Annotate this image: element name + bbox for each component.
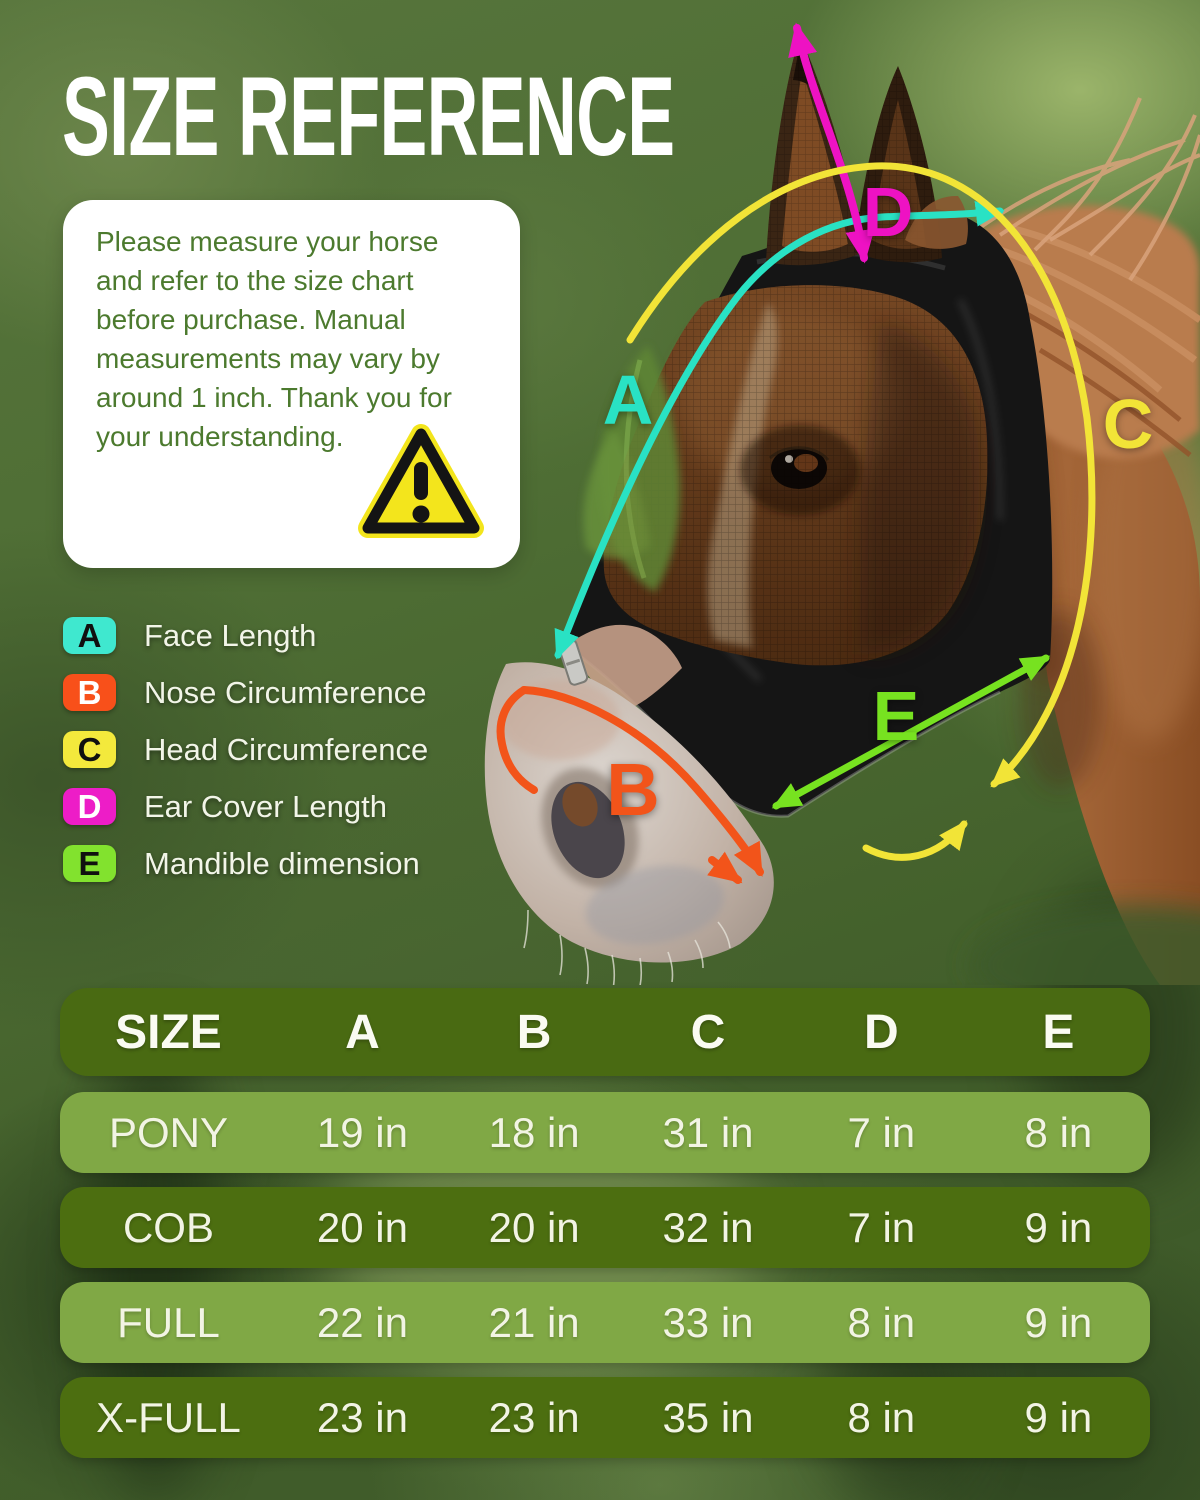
size-cell: FULL <box>117 1298 220 1346</box>
value-cell: 23 in <box>488 1393 580 1441</box>
table-row-pony <box>60 1092 1150 1173</box>
value-cell: 7 in <box>847 1108 916 1156</box>
size-chart-table <box>60 988 1150 1472</box>
col-header-C: C <box>690 1005 726 1059</box>
arrow-head-circumference-C-small <box>866 824 964 857</box>
table-row-x-full <box>60 1377 1150 1458</box>
value-cell: 33 in <box>662 1298 754 1346</box>
value-cell: 21 in <box>488 1298 580 1346</box>
value-cell: 20 in <box>316 1203 408 1251</box>
value-cell: 18 in <box>488 1108 580 1156</box>
value-cell: 8 in <box>847 1298 916 1346</box>
measure-letter-E: E <box>872 677 920 755</box>
col-header-size: SIZE <box>115 1005 222 1059</box>
value-cell: 23 in <box>316 1393 408 1441</box>
warning-triangle-icon <box>358 424 484 550</box>
measure-letter-C: C <box>1102 385 1154 463</box>
size-cell: COB <box>122 1203 214 1251</box>
value-cell: 22 in <box>316 1298 408 1346</box>
value-cell: 8 in <box>847 1393 916 1441</box>
legend-label: Nose Circumference <box>144 674 427 710</box>
legend-label: Mandible dimension <box>144 845 420 881</box>
notice-text: Please measure your horse and refer to the size chart before purchase. Manual measurements may vary by around 1 inch. Thank you for your understanding. <box>96 226 452 452</box>
value-cell: 8 in <box>1024 1108 1093 1156</box>
legend-label: Face Length <box>144 617 317 653</box>
notice-card <box>63 200 520 568</box>
col-header-D: D <box>863 1005 899 1059</box>
col-header-A: A <box>345 1005 380 1059</box>
legend-swatch-D: D <box>63 788 116 825</box>
value-cell: 7 in <box>847 1203 916 1251</box>
value-cell: 20 in <box>488 1203 580 1251</box>
legend-swatch-B: B <box>63 674 116 711</box>
legend-label: Ear Cover Length <box>144 788 387 824</box>
measurement-legend <box>63 617 428 902</box>
legend-swatch-A: A <box>63 617 116 654</box>
measure-letter-A: A <box>602 361 654 439</box>
page-title: SIZE REFERENCE <box>62 54 675 179</box>
table-row-cob <box>60 1187 1150 1268</box>
legend-swatch-C: C <box>63 731 116 768</box>
value-cell: 19 in <box>316 1108 408 1156</box>
legend-swatch-E: E <box>63 845 116 882</box>
legend-item-ear-cover-length <box>63 788 428 825</box>
legend-label: Head Circumference <box>144 731 429 767</box>
legend-item-head-circumference <box>63 731 428 768</box>
size-cell: PONY <box>108 1108 228 1156</box>
legend-item-face-length <box>63 617 428 654</box>
value-cell: 9 in <box>1024 1298 1093 1346</box>
value-cell: 9 in <box>1024 1203 1093 1251</box>
table-row-full <box>60 1282 1150 1363</box>
legend-item-mandible-dimension <box>63 845 428 882</box>
background-fade <box>970 905 1200 985</box>
value-cell: 35 in <box>662 1393 754 1441</box>
measure-letter-B: B <box>606 748 660 831</box>
size-cell: X-FULL <box>96 1393 241 1441</box>
measure-letter-D: D <box>862 173 914 251</box>
col-header-E: E <box>1042 1005 1075 1059</box>
legend-item-nose-circumference <box>63 674 428 711</box>
table-header-row <box>60 988 1150 1076</box>
value-cell: 9 in <box>1024 1393 1093 1441</box>
value-cell: 31 in <box>662 1108 754 1156</box>
value-cell: 32 in <box>662 1203 754 1251</box>
col-header-B: B <box>516 1005 552 1059</box>
